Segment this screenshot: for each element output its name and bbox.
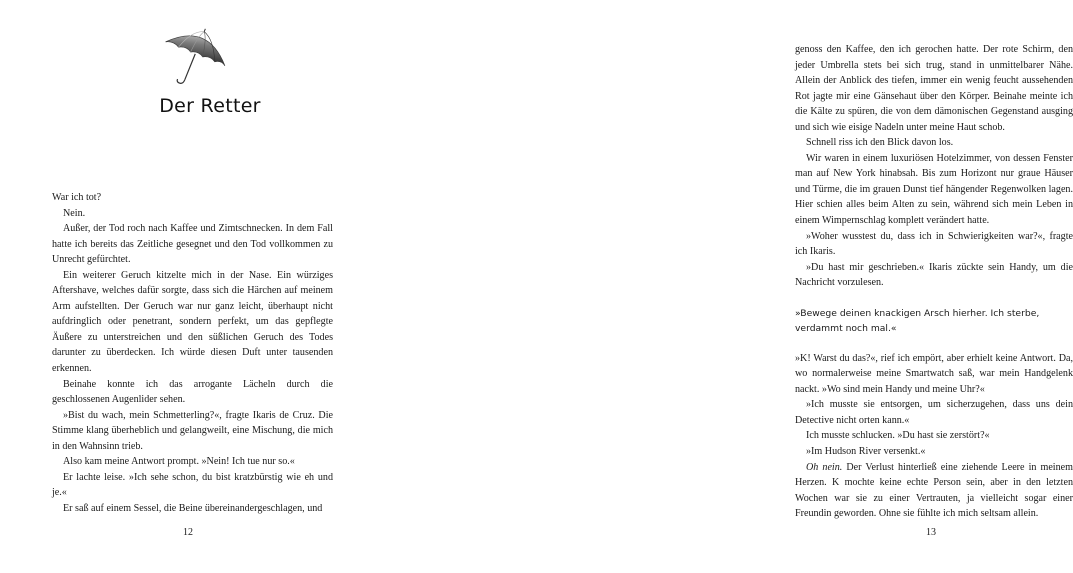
left-page-body xyxy=(52,190,333,516)
paragraph: »Woher wusstest du, dass ich in Schwierigkeiten war?«, fragte ich Ikaris. xyxy=(795,230,1073,258)
umbrella-icon xyxy=(158,28,234,90)
paragraph: Ich musste schlucken. »Du hast sie zerstört?« xyxy=(806,430,990,442)
paragraph: Wir waren in einem luxuriösen Hotelzimmer, von dessen Fenster man auf New York hinabsah. Bis zum Horizont nur graue Häuser und Türme, die im grauen Dunst tief hängender Regenwolken lagen. Hier schien alles beim Alten zu sein, während sich mein Leben in einem Wimpernschlag komplett verändert hatte. xyxy=(795,152,1073,227)
paragraph: Beinahe konnte ich das arrogante Lächeln durch die geschlossenen Augenlider sehen. xyxy=(52,378,333,406)
right-page-body xyxy=(795,42,1073,522)
paragraph: »K! Warst du das?«, rief ich empört, aber erhielt keine Antwort. Da, wo normalerweise meine Smartwatch saß, war mein Handgelenk nackt. »Wo sind mein Handy und meine Uhr?« xyxy=(795,352,1073,395)
paragraph: Schnell riss ich den Blick davon los. xyxy=(806,137,954,149)
paragraph: »Bist du wach, mein Schmetterling?«, fragte Ikaris de Cruz. Die Stimme klang überheblich und gelangweilt, eine Mischung, die mich in den Wahnsinn trieb. xyxy=(52,409,333,452)
paragraph: Außer, der Tod roch nach Kaffee und Zimtschnecken. In dem Fall hatte ich bereits das Zeitliche gesegnet und den Tod vollkommen zu Unrecht gefürchtet. xyxy=(52,223,333,266)
paragraph: genoss den Kaffee, den ich gerochen hatte. Der rote Schirm, den jeder Umbrella stets bei sich trug, stand in unmittelbarer Nähe. Allein der Anblick des tiefen, immer ein wenig feucht aussehenden Rot jagte mir eine Gänsehaut über den Körper. Beinahe meinte ich die Kälte zu spüren, die von dem dämonischen Gegenstand ausging und sich wie eisige Nadeln unter meine Haut schob. xyxy=(795,44,1073,133)
paragraph: Also kam meine Antwort prompt. »Nein! Ich tue nur so.« xyxy=(63,456,295,468)
paragraph: War ich tot? xyxy=(52,192,102,203)
paragraph: Er saß auf einem Sessel, die Beine übereinandergeschlagen, und xyxy=(63,502,323,514)
left-page xyxy=(0,0,375,573)
paragraph: Nein. xyxy=(63,207,86,219)
italic-phrase: Oh nein. xyxy=(806,461,843,473)
paragraph: Er lachte leise. »Ich sehe schon, du bist kratzbürstig wie eh und je.« xyxy=(52,471,333,499)
page-number: 13 xyxy=(926,527,936,538)
paragraph: »Ich musste sie entsorgen, um sicherzugehen, dass uns dein Detective nicht orten kann.« xyxy=(795,399,1073,426)
page-number: 12 xyxy=(183,527,193,538)
paragraph: »Im Hudson River versenkt.« xyxy=(806,446,926,458)
paragraph-rest: Der Verlust hinterließ eine ziehende Leere in meinem Herzen. K mochte keine echte Person sein, aber in den letzten Wochen war sie zu einer Vertrauten, ja vielleicht sogar einer Freundin geworden. Ohne sie fühlte ich mich seltsam allein. xyxy=(795,461,1073,520)
paragraph xyxy=(795,460,1073,522)
text-message: »Bewege deinen knackigen Arsch hierher. Ich sterbe, verdammt noch mal.« xyxy=(795,307,1040,335)
paragraph: Ein weiterer Geruch kitzelte mich in der Nase. Ein würziges Aftershave, welches dafür sorgte, dass sich die Härchen auf meinem Arm aufstellten. Der Geruch war nur ganz leicht, überhaupt nicht aufdringlich oder penetrant, sondern perfekt, um das gepflegte Äußere zu unterstreichen und den süßlichen Geruch des Todes darunter zu überdecken. Ich würde diesen Duft unter tausenden erkennen. xyxy=(52,269,333,375)
right-page xyxy=(375,0,1073,573)
paragraph: »Du hast mir geschrieben.« Ikaris zückte sein Handy, um die Nachricht vorzulesen. xyxy=(795,261,1073,289)
chapter-title: Der Retter xyxy=(159,95,261,117)
